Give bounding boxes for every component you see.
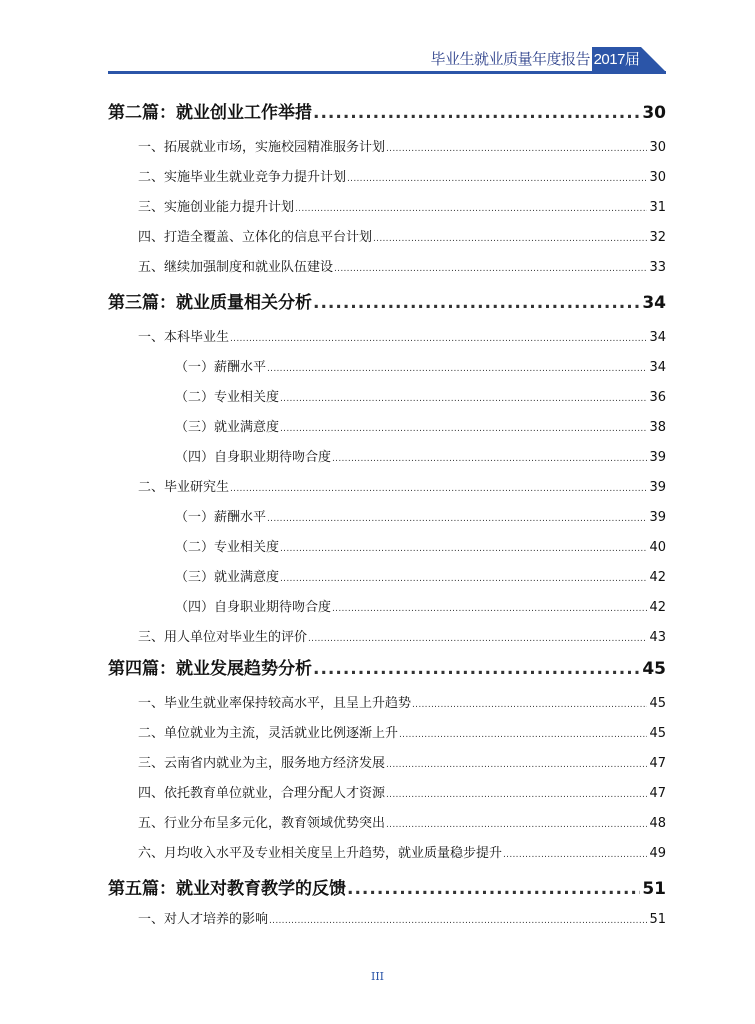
toc-leader (295, 204, 647, 214)
year-badge: 2017届 (592, 47, 641, 72)
toc-leader (386, 790, 647, 800)
toc-entry-title: 四、依托教育单位就业，合理分配人才资源 (138, 786, 386, 801)
toc-entry-title: 第二篇：就业创业工作举措 (108, 103, 312, 123)
toc-page-number: 32 (649, 230, 666, 245)
toc-leader (373, 234, 647, 244)
toc-page-number: 47 (649, 756, 666, 771)
toc-entry[interactable] (138, 812, 666, 831)
toc-entry-title: （一）薪酬水平 (175, 510, 267, 525)
toc-entry-title: 第五篇：就业对教育教学的反馈 (108, 879, 346, 899)
toc-entry[interactable] (138, 256, 666, 275)
toc-page-number: 40 (649, 540, 666, 555)
toc-entry[interactable] (138, 166, 666, 185)
toc-entry-title: 第三篇：就业质量相关分析 (108, 293, 312, 313)
toc-entry[interactable] (138, 326, 666, 345)
toc-entry-title: 二、毕业研究生 (138, 480, 230, 495)
toc-leader (334, 264, 647, 274)
toc-entry[interactable] (138, 722, 666, 741)
toc-entry[interactable] (108, 98, 666, 123)
toc-leader (267, 514, 647, 524)
toc-leader (313, 659, 640, 679)
toc-page-number: 39 (649, 480, 666, 495)
toc-entry-title: 五、行业分布呈多元化，教育领域优势突出 (138, 816, 386, 831)
toc-entry[interactable] (138, 626, 666, 645)
toc-page-number: 49 (649, 846, 666, 861)
toc-leader (267, 364, 647, 374)
toc-page-number: 47 (649, 786, 666, 801)
toc-entry[interactable] (175, 596, 666, 615)
toc-entry[interactable] (175, 566, 666, 585)
toc-entry-title: 三、用人单位对毕业生的评价 (138, 630, 308, 645)
toc-entry[interactable] (175, 536, 666, 555)
toc-entry[interactable] (175, 356, 666, 375)
toc-entry-title: （三）就业满意度 (175, 570, 280, 585)
toc-entry[interactable] (108, 874, 666, 899)
toc-leader (230, 484, 647, 494)
toc-page-number: 34 (649, 360, 666, 375)
toc-page-number: 39 (649, 510, 666, 525)
toc-entry-title: 一、对人才培养的影响 (138, 912, 269, 927)
toc-entry[interactable] (138, 476, 666, 495)
toc-page-number: 42 (649, 600, 666, 615)
toc-leader (280, 394, 647, 404)
toc-leader (313, 103, 640, 123)
toc-entry-title: 四、打造全覆盖、立体化的信息平台计划 (138, 230, 373, 245)
toc-entry[interactable] (138, 226, 666, 245)
toc-entry[interactable] (175, 446, 666, 465)
toc-leader (386, 760, 647, 770)
toc-entry[interactable] (138, 136, 666, 155)
toc-leader (386, 144, 647, 154)
toc-page-number: 45 (649, 696, 666, 711)
toc-page-number: 45 (642, 659, 666, 679)
toc-entry-title: （四）自身职业期待吻合度 (175, 600, 332, 615)
toc-page-number: 33 (649, 260, 666, 275)
toc-entry-title: 五、继续加强制度和就业队伍建设 (138, 260, 334, 275)
toc-entry-title: 三、实施创业能力提升计划 (138, 200, 295, 215)
toc-page-number: 31 (649, 200, 666, 215)
toc-entry-title: （一）薪酬水平 (175, 360, 267, 375)
toc-entry-title: 二、实施毕业生就业竞争力提升计划 (138, 170, 347, 185)
toc-entry[interactable] (138, 908, 666, 927)
toc-page-number: 51 (642, 879, 666, 899)
toc-entry[interactable] (138, 842, 666, 861)
toc-entry[interactable] (138, 196, 666, 215)
toc-entry-title: 二、单位就业为主流，灵活就业比例逐渐上升 (138, 726, 399, 741)
toc-leader (412, 700, 647, 710)
toc-entry-title: （二）专业相关度 (175, 540, 280, 555)
toc-page-number: 39 (649, 450, 666, 465)
toc-leader (332, 604, 647, 614)
toc-page-number: 48 (649, 816, 666, 831)
toc-entry-title: 六、月均收入水平及专业相关度呈上升趋势，就业质量稳步提升 (138, 846, 503, 861)
toc-entry-title: 第四篇：就业发展趋势分析 (108, 659, 312, 679)
toc-entry[interactable] (175, 506, 666, 525)
toc-page-number: 43 (649, 630, 666, 645)
toc-leader (313, 293, 640, 313)
toc-entry[interactable] (175, 386, 666, 405)
report-title: 毕业生就业质量年度报告 (430, 50, 590, 68)
toc-entry[interactable] (138, 782, 666, 801)
toc-page-number: 51 (649, 912, 666, 927)
toc-leader (230, 334, 647, 344)
toc-entry[interactable] (138, 752, 666, 771)
toc-entry-title: 一、本科毕业生 (138, 330, 230, 345)
toc-leader (269, 916, 647, 926)
toc-leader (332, 454, 647, 464)
toc-page-number: 36 (649, 390, 666, 405)
toc-leader (386, 820, 647, 830)
toc-page-number: 34 (649, 330, 666, 345)
toc-entry[interactable] (108, 288, 666, 313)
header-rule (108, 71, 666, 74)
toc-entry-title: 三、云南省内就业为主，服务地方经济发展 (138, 756, 386, 771)
toc-page-number: 30 (649, 170, 666, 185)
badge-arrow-shape (641, 47, 666, 72)
toc-entry-title: （四）自身职业期待吻合度 (175, 450, 332, 465)
toc-entry[interactable] (175, 416, 666, 435)
toc-page-number: 42 (649, 570, 666, 585)
toc-page-number: 30 (649, 140, 666, 155)
toc-entry-title: （二）专业相关度 (175, 390, 280, 405)
toc-page-number: 38 (649, 420, 666, 435)
toc-leader (280, 574, 647, 584)
toc-leader (308, 634, 647, 644)
toc-leader (280, 424, 647, 434)
toc-entry[interactable] (108, 654, 666, 679)
page-number: III (370, 970, 385, 983)
toc-entry-title: （三）就业满意度 (175, 420, 280, 435)
toc-page-number: 45 (649, 726, 666, 741)
toc-leader (347, 879, 640, 899)
toc-entry-title: 一、毕业生就业率保持较高水平，且呈上升趋势 (138, 696, 412, 711)
toc-page-number: 34 (642, 293, 666, 313)
toc-page-number: 30 (642, 103, 666, 123)
toc-leader (399, 730, 647, 740)
toc-leader (280, 544, 647, 554)
toc-entry-title: 一、拓展就业市场，实施校园精准服务计划 (138, 140, 386, 155)
toc-leader (347, 174, 647, 184)
toc-entry[interactable] (138, 692, 666, 711)
toc-leader (503, 850, 647, 860)
